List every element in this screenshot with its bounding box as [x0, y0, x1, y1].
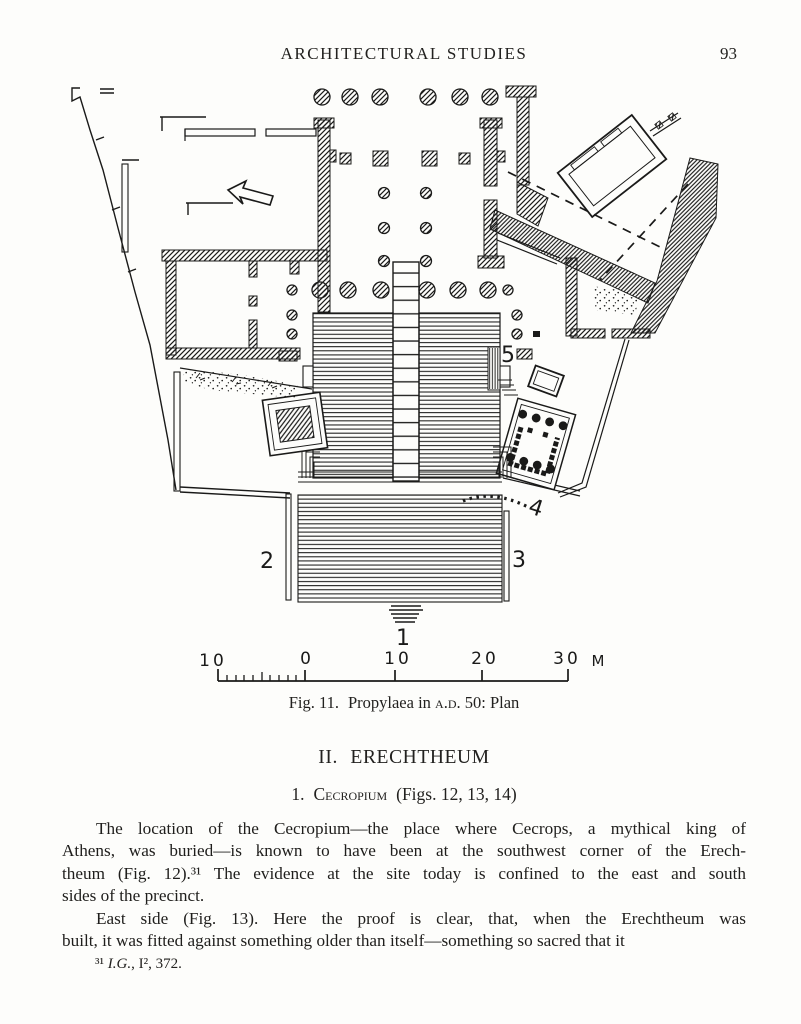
northeast-diagonal-building — [558, 113, 681, 217]
paragraph-line: sides of the precinct. — [62, 886, 205, 906]
altar — [528, 366, 564, 397]
label-4: 4 — [525, 494, 547, 523]
scale-left-10: 10 — [199, 651, 227, 671]
paragraph-line: Athens, was buried—is known to have been at the southwest corner of the Erech- — [62, 841, 746, 861]
paragraph-line: theum (Fig. 12).³¹ The evidence at the site today is confined to the east and south — [62, 863, 746, 883]
nike-temple — [496, 398, 575, 490]
scale-30: 30 — [553, 649, 581, 669]
east-facade-wall — [478, 118, 505, 268]
scale-0: 0 — [300, 649, 314, 669]
running-header: ARCHITECTURAL STUDIES — [280, 44, 528, 63]
paragraph-line: built, it was fitted against something older than itself—something so sacred that it — [62, 931, 625, 951]
scrub-texture — [183, 370, 298, 398]
footnote-marker: ³¹ — [95, 956, 104, 972]
footnote-detail: , I², 372. — [131, 956, 182, 972]
footnote-citation: I.G. — [107, 956, 132, 972]
page-number: 93 — [720, 44, 737, 63]
lower-terrace — [298, 495, 528, 622]
subsection-number: 1. — [291, 784, 305, 804]
agrippa-monument — [262, 392, 327, 456]
label-1: 1 — [396, 626, 410, 651]
nike-precinct — [496, 258, 650, 497]
caption-text-pre: Propylaea in — [347, 693, 431, 712]
subsection-heading — [62, 784, 746, 805]
figure-caption — [62, 693, 746, 713]
caption-era: a.d. — [435, 693, 461, 712]
scale-bar — [199, 649, 604, 681]
caption-text-post: 50: Plan — [464, 693, 520, 712]
paragraph-line: The location of the Cecropium—the place where Cecrops, a mythical king of — [96, 819, 746, 838]
paragraph-line: East side (Fig. 13). Here the proof is clear, that, when the Erechtheum was — [96, 908, 746, 928]
footnote — [95, 956, 182, 973]
section-heading: II. ERECHTHEUM — [318, 747, 490, 768]
scale-unit: M — [591, 652, 605, 670]
southwest-wing — [166, 261, 300, 359]
subsection-name: Cecropium — [313, 784, 388, 804]
subsection-figs: (Figs. 12, 13, 14) — [396, 784, 517, 804]
body-text — [62, 818, 746, 952]
caption-fig-label: Fig. 11. — [288, 693, 339, 712]
propylaea-plan-figure — [0, 85, 801, 690]
label-3: 3 — [512, 548, 526, 573]
scale-20: 20 — [471, 649, 499, 669]
terrain-lines-west — [72, 88, 312, 600]
north-arrow-icon — [228, 181, 273, 205]
label-2: 2 — [260, 549, 274, 574]
label-5: 5 — [501, 343, 515, 368]
scale-10: 10 — [384, 649, 412, 669]
